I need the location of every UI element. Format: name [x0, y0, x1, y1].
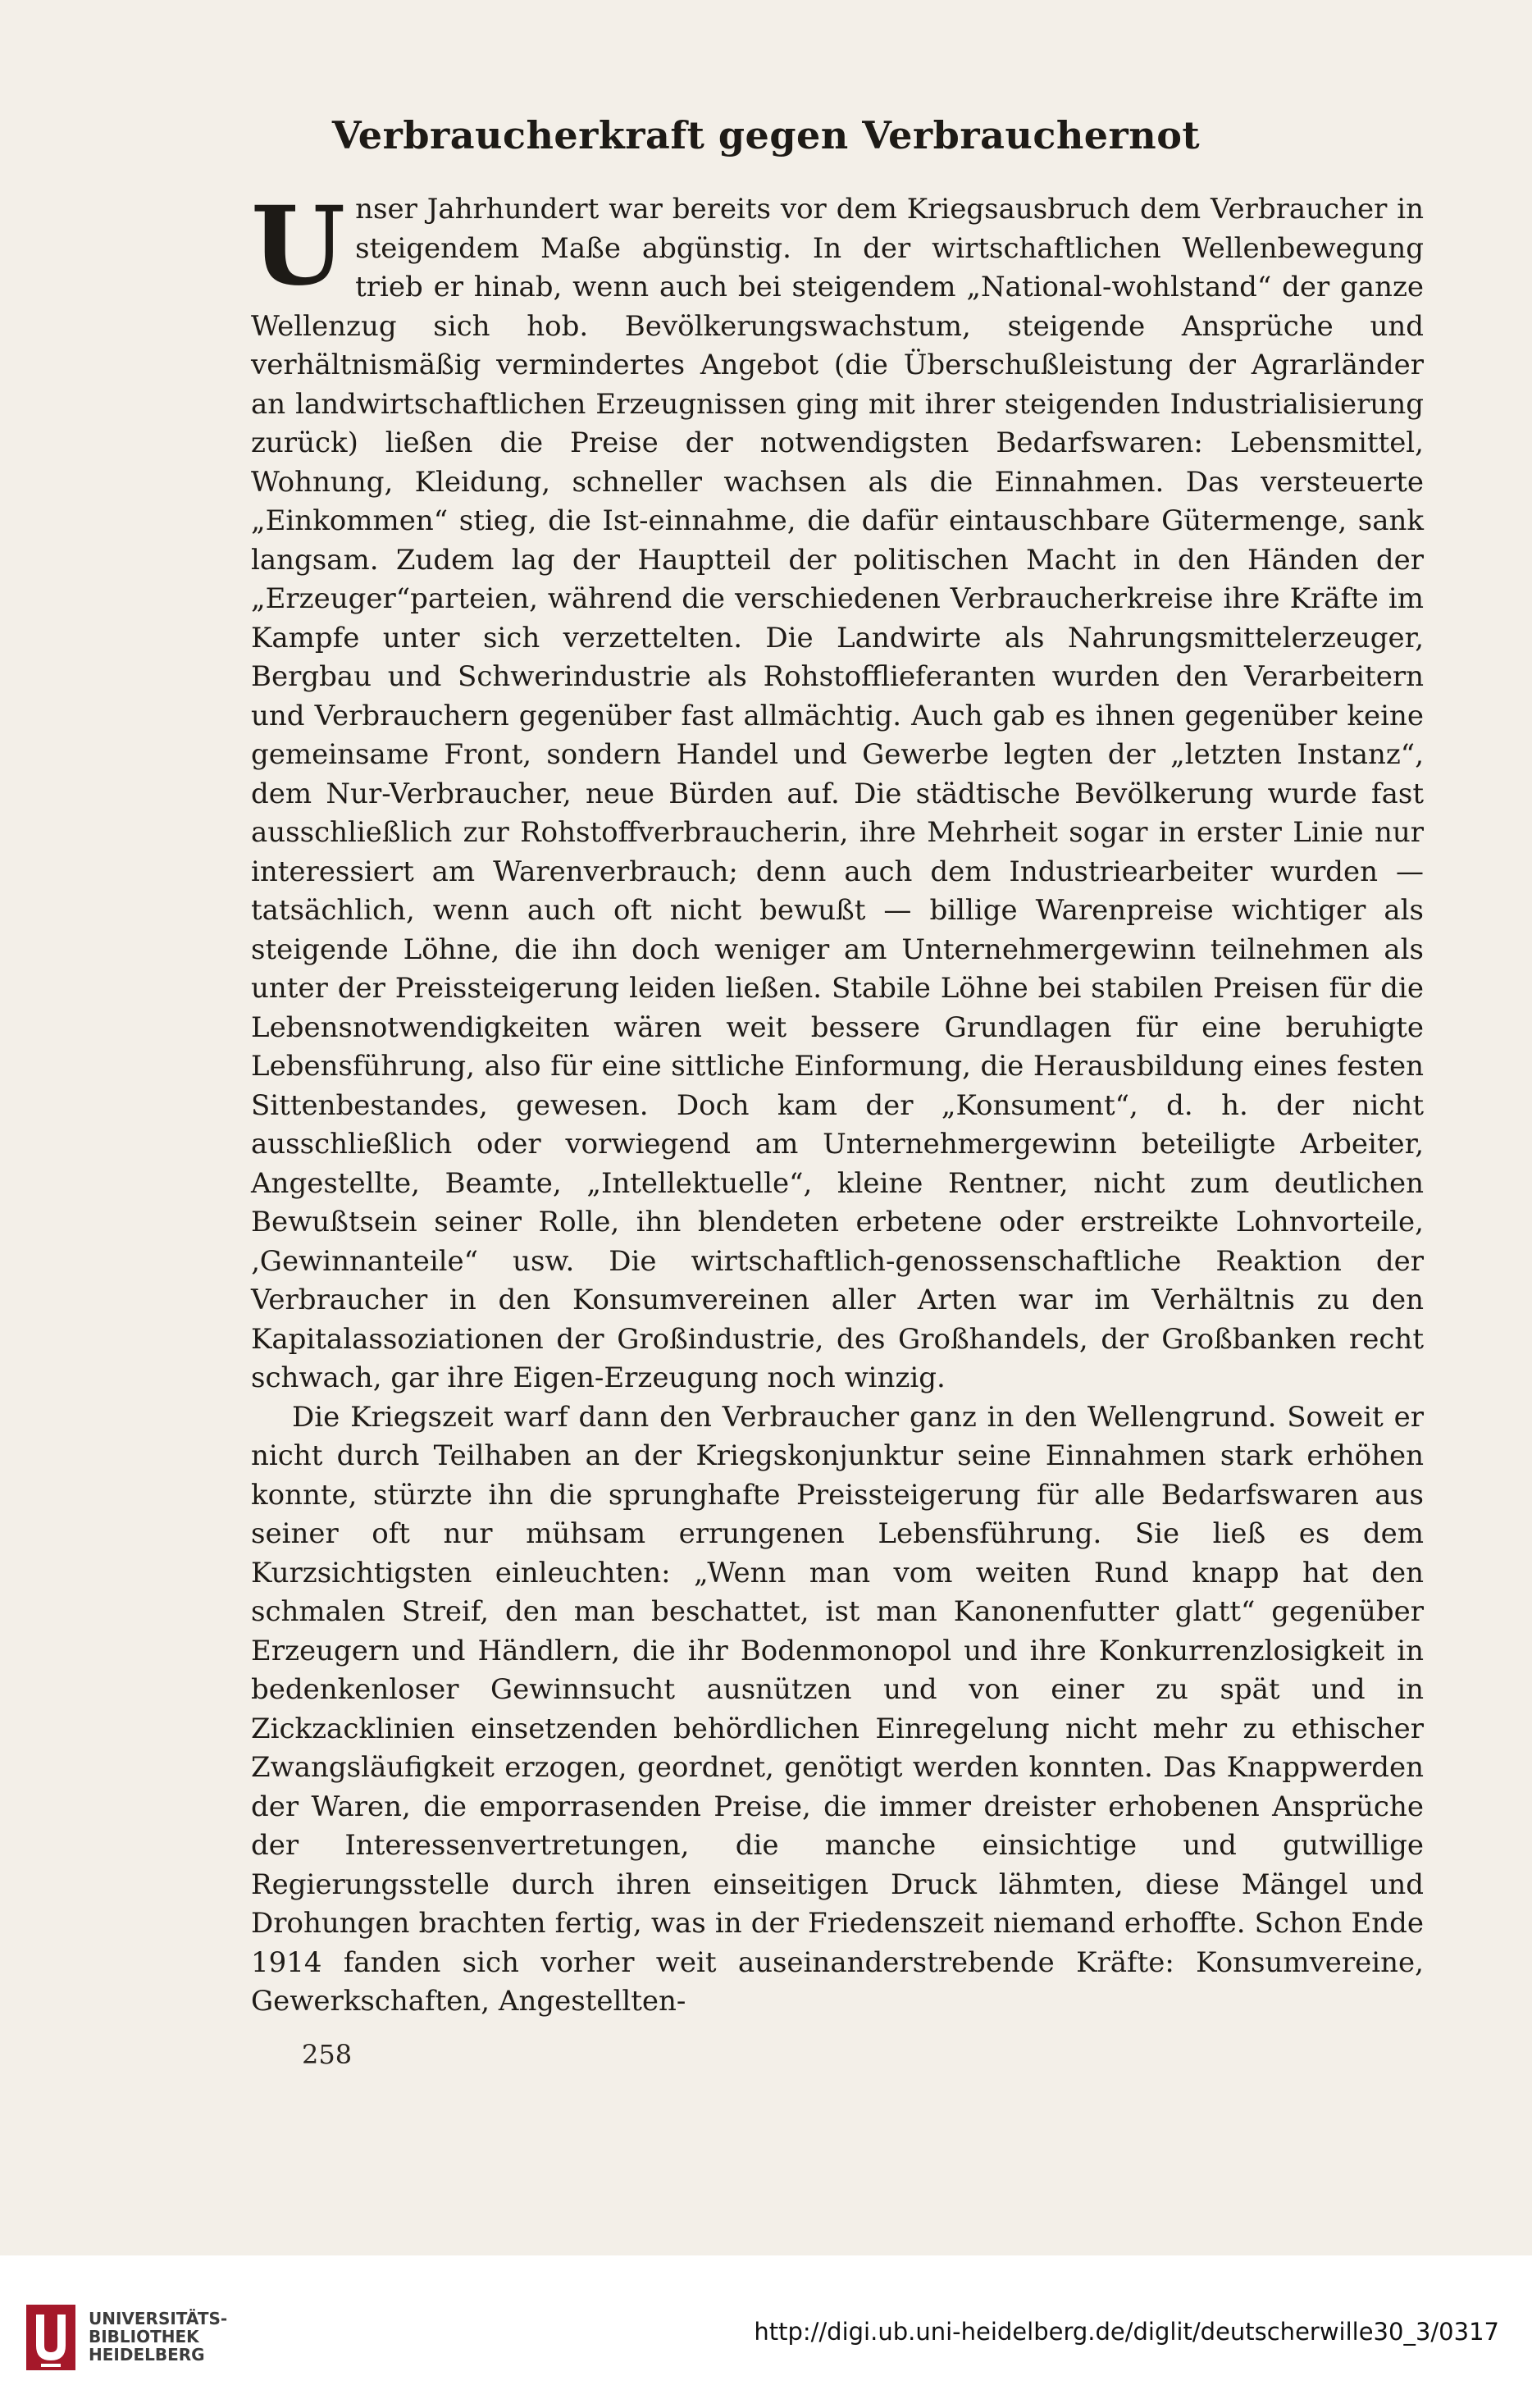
source-url-link[interactable]: http://digi.ub.uni-heidelberg.de/diglit/deutscherwille30_3/0317 — [754, 2318, 1499, 2346]
footer-bar — [0, 2255, 1532, 2408]
drop-cap: U — [251, 183, 346, 310]
article-body — [251, 183, 1424, 2022]
article-title: Verbraucherkraft gegen Verbrauchernot — [331, 113, 1201, 157]
library-name-line-1: UNIVERSITÄTS- — [89, 2309, 228, 2328]
university-library-logo-icon — [25, 2303, 77, 2372]
library-name-line-2: BIBLIOTHEK — [89, 2327, 199, 2346]
library-name-line-3: HEIDELBERG — [89, 2345, 205, 2365]
library-name — [89, 2310, 227, 2364]
paragraph-2: Die Kriegszeit warf dann den Verbraucher ganz in den Wellengrund. Soweit er nicht durch Teilhaben an der Kriegskonjunktur seine Einnahmen stark erhöhen konnte, stürzte ihn die sprunghafte Preissteigerung für alle Bedarfswaren aus seiner oft nur mühsam errungenen Lebensführung. Sie ließ es dem Kurzsichtigsten einleuchten: „Wenn man vom weiten Rund knapp hat den schmalen Streif, den man beschattet, ist man Kanonenfutter glatt“ gegenüber Erzeugern und Händlern, die ihr Bodenmonopol und ihre Konkurrenzlosigkeit in bedenkenloser Gewinnsucht ausnützen und von einer zu spät und in Zickzacklinien einsetzenden behördlichen Einregelung nicht mehr zu ethischer Zwangsläufigkeit erzogen, geordnet, genötigt werden konnten. Das Knappwerden der Waren, die emporrasenden Preise, die immer dreister erhobenen Ansprüche der Interessenvertretungen, die manche einsichtige und gutwillige Regierungsstelle durch ihren einseitigen Druck lähmten, diese Mängel und Drohungen brachten fertig, was in der Friedenszeit niemand erhoffte. Schon Ende 1914 fanden sich vorher weit auseinanderstrebende Kräfte: Konsumvereine, Gewerkschaften, Angestellten- — [251, 1400, 1424, 2018]
paragraph-1-text: nser Jahrhundert war bereits vor dem Kriegsausbruch dem Verbraucher in steigendem Maße abgünstig. In der wirtschaftlichen Wellenbewegung trieb er hinab, wenn auch bei steigendem „National-wohlstand“ der ganze Wellenzug sich hob. Bevölkerungswachstum, steigende Ansprüche und verhältnismäßig vermindertes Angebot (die Überschußleistung der Agrarländer an landwirtschaftlichen Erzeugnissen ging mit ihrer steigenden Industrialisierung zurück) ließen die Preise der notwendigsten Bedarfswaren: Lebensmittel, Wohnung, Kleidung, schneller wachsen als die Einnahmen. Das versteuerte „Einkommen“ stieg, die Ist-einnahme, die dafür eintauschbare Gütermenge, sank langsam. Zudem lag der Hauptteil der politischen Macht in den Händen der „Erzeuger“parteien, während die verschiedenen Verbraucherkreise ihre Kräfte im Kampfe unter sich verzettelten. Die Landwirte als Nahrungsmittelerzeuger, Bergbau und Schwerindustrie als Rohstofflieferanten wurden den Verarbeitern und Verbrauchern gegenüber fast allmächtig. Auch gab es ihnen gegenüber keine gemeinsame Front, sondern Handel und Gewerbe legten der „letzten Instanz“, dem Nur-Verbraucher, neue Bürden auf. Die städtische Bevölkerung wurde fast ausschließlich zur Rohstoffverbraucherin, ihre Mehrheit sogar in erster Linie nur interessiert am Warenverbrauch; denn auch dem Industriearbeiter wurden — tatsächlich, wenn auch oft nicht bewußt — billige Warenpreise wichtiger als steigende Löhne, die ihn doch weniger am Unternehmergewinn teilnehmen als unter der Preissteigerung leiden ließen. Stabile Löhne bei stabilen Preisen für die Lebensnotwendigkeiten wären weit bessere Grundlagen für eine beruhigte Lebensführung, also für eine sittliche Einformung, die Herausbildung eines festen Sittenbestandes, gewesen. Doch kam der „Konsument“, d. h. der nicht ausschließlich oder vorwiegend am Unternehmergewinn beteiligte Arbeiter, Angestellte, Beamte, „Intellektuelle“, kleine Rentner, nicht zum deutlichen Bewußtsein seiner Rolle, ihn blendeten erbetene oder erstreikte Lohnvorteile, ‚Gewinnanteile“ usw. Die wirtschaftlich-genossenschaftliche Reaktion der Verbraucher in den Konsumvereinen aller Arten war im Verhältnis zu den Kapitalassoziationen der Großindustrie, des Großhandels, der Großbanken recht schwach, gar ihre Eigen-Erzeugung noch winzig. — [251, 193, 1424, 1394]
paragraph-1 — [251, 183, 1424, 1398]
page-number: 258 — [302, 2039, 353, 2070]
